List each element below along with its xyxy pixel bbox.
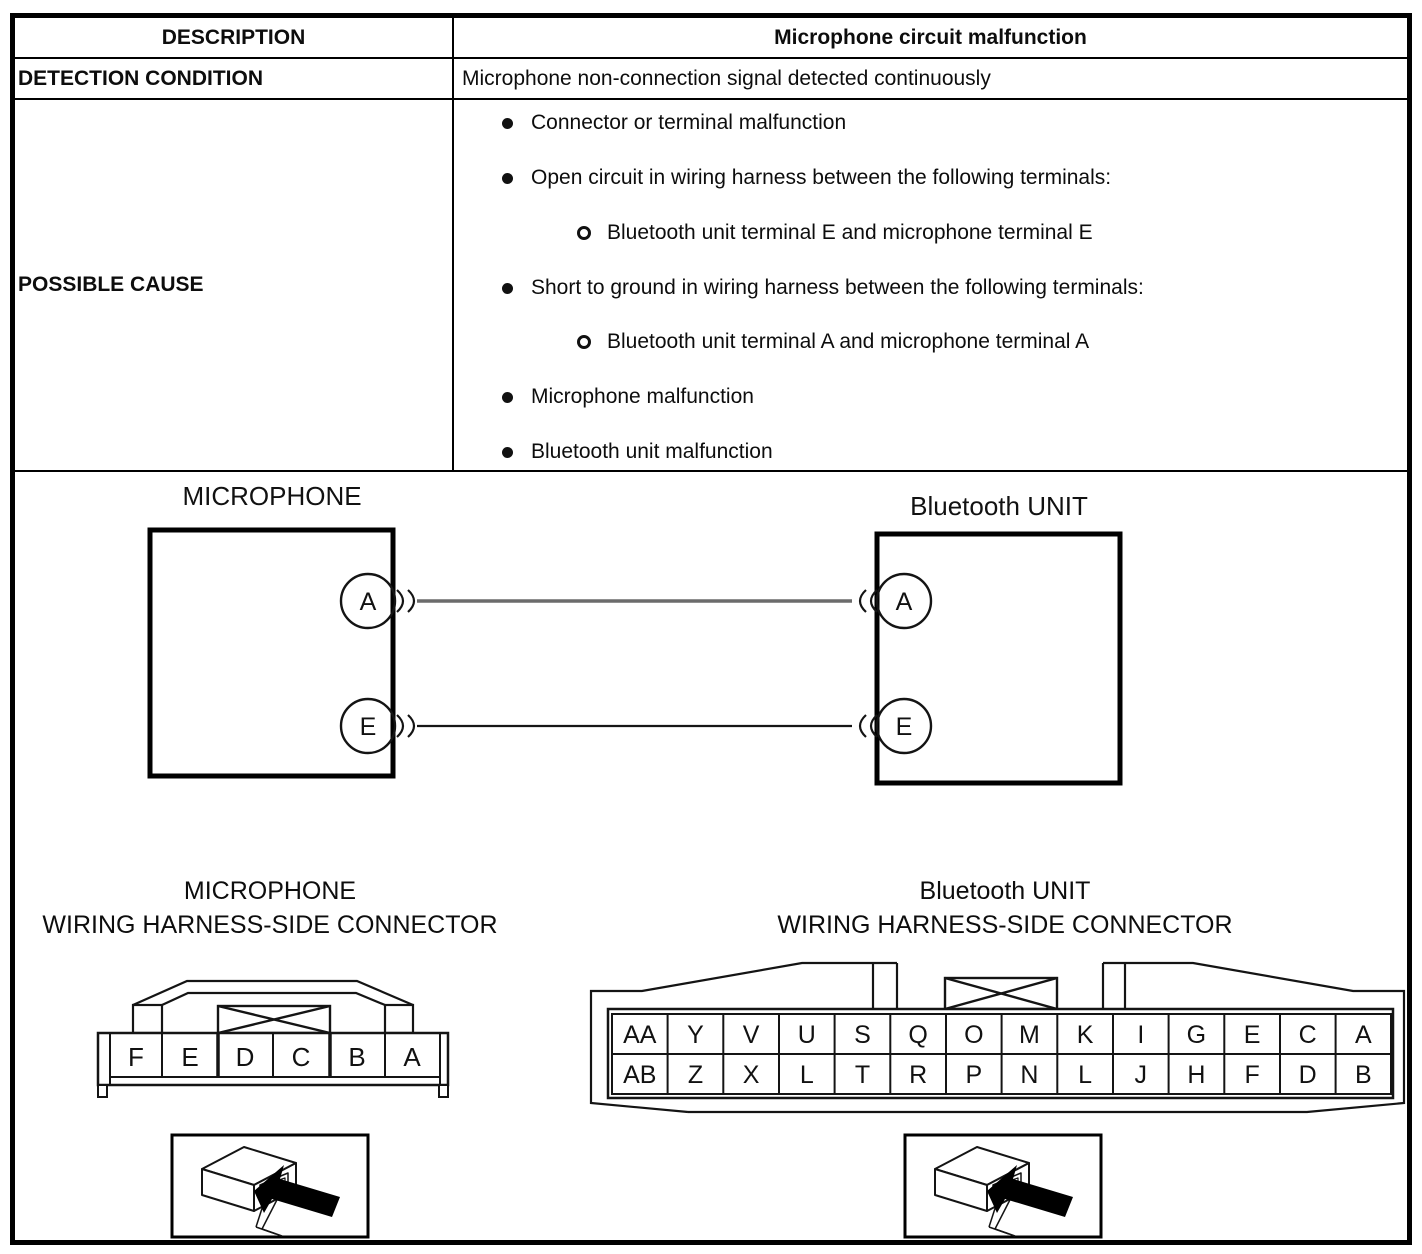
bt-pin: U: [797, 1021, 816, 1049]
bt-pin: R: [909, 1061, 928, 1089]
wiring-diagram: [140, 478, 1135, 808]
cause-text: Bluetooth unit malfunction: [531, 440, 773, 463]
mic-connector-diagram: [90, 955, 460, 1105]
bt-pin: E: [1243, 1021, 1261, 1049]
bt-pin: Q: [908, 1021, 928, 1049]
cause-text: Microphone malfunction: [531, 385, 754, 408]
chevron-out-icon: [397, 590, 414, 737]
bt-pin: C: [1298, 1021, 1317, 1049]
bt-pin: F: [1244, 1061, 1260, 1089]
cause-text: Open circuit in wiring harness between the following terminals:: [531, 166, 1112, 189]
mic-pin: B: [348, 1042, 366, 1072]
cause-item: [452, 164, 1422, 192]
mic-pin: D: [235, 1042, 255, 1072]
bt-pin: I: [1137, 1021, 1145, 1049]
bt-pin: B: [1355, 1061, 1372, 1089]
cause-item: [452, 383, 1422, 411]
possible-cause-label: POSSIBLE CAUSE: [18, 272, 204, 296]
bt-connector-title-line1: Bluetooth UNIT: [919, 877, 1091, 905]
bt-pin: A: [1355, 1021, 1372, 1049]
bt-pin: L: [799, 1061, 814, 1089]
cause-item: [452, 438, 1422, 466]
chevron-in-icon: [860, 590, 877, 737]
bt-pin: Y: [687, 1021, 704, 1049]
bt-pin: V: [742, 1021, 760, 1049]
mic-terminal-e-label: E: [359, 713, 377, 741]
mic-pin-frame: [98, 1033, 448, 1097]
mic-pin: E: [181, 1042, 199, 1072]
mic-terminal-a-label: A: [359, 588, 377, 616]
table-bottom-divider: [15, 470, 1407, 472]
description-value: Microphone circuit malfunction: [774, 25, 1087, 49]
cause-subitem: [452, 328, 1422, 356]
detection-condition-value: Microphone non-connection signal detected continuously: [462, 66, 991, 90]
sub-bullet-icon: [577, 335, 591, 349]
bt-pin: N: [1020, 1061, 1039, 1089]
bt-pin: M: [1018, 1021, 1040, 1049]
mic-pin: C: [291, 1042, 311, 1072]
bt-pin: J: [1134, 1061, 1148, 1089]
mic-connector-view-icon: [170, 1133, 370, 1239]
bt-pin: S: [854, 1021, 871, 1049]
cause-text: Bluetooth unit terminal E and microphone terminal E: [607, 221, 1093, 244]
cause-text: Bluetooth unit terminal A and microphone terminal A: [607, 330, 1090, 353]
bt-pin: H: [1187, 1061, 1206, 1089]
cause-text: Connector or terminal malfunction: [531, 111, 847, 134]
bt-pin: G: [1186, 1021, 1207, 1049]
bt-terminal-a-label: A: [895, 588, 913, 616]
description-label: DESCRIPTION: [161, 25, 306, 49]
cause-item: [452, 274, 1422, 302]
bluetooth-box-title: Bluetooth UNIT: [910, 491, 1088, 521]
bullet-icon: [502, 283, 513, 294]
bt-pin: P: [965, 1061, 983, 1089]
bt-pin: AB: [623, 1061, 657, 1089]
bt-pin: K: [1076, 1021, 1094, 1049]
bt-connector-title-line2: WIRING HARNESS-SIDE CONNECTOR: [777, 911, 1233, 939]
bt-pin: Z: [687, 1061, 704, 1089]
detection-condition-label: DETECTION CONDITION: [18, 66, 263, 90]
microphone-box-title: MICROPHONE: [182, 481, 362, 511]
cause-item: [452, 109, 1422, 137]
mic-pin: F: [128, 1042, 144, 1072]
bt-pin: L: [1078, 1061, 1093, 1089]
bullet-icon: [502, 392, 513, 403]
bt-terminal-e-label: E: [895, 713, 913, 741]
bt-pin: O: [964, 1021, 984, 1049]
mic-connector-title-line2: WIRING HARNESS-SIDE CONNECTOR: [42, 911, 498, 939]
bt-connector-view-icon: [903, 1133, 1103, 1239]
bt-connector-key-box: [945, 978, 1057, 1009]
cause-text: Short to ground in wiring harness between the following terminals:: [531, 276, 1144, 299]
bt-pin: D: [1298, 1061, 1317, 1089]
mic-pin: A: [403, 1042, 421, 1072]
bullet-icon: [502, 173, 513, 184]
bt-pin: X: [742, 1061, 760, 1089]
microphone-box: [150, 530, 393, 776]
bt-pin: T: [854, 1061, 871, 1089]
mic-connector-key-box: [218, 1006, 330, 1033]
mic-connector-title-line1: MICROPHONE: [183, 877, 357, 905]
bt-connector-diagram: [580, 950, 1415, 1125]
cause-subitem: [452, 219, 1422, 247]
bullet-icon: [502, 447, 513, 458]
bluetooth-box: [877, 534, 1120, 783]
bt-pin: AA: [623, 1021, 657, 1049]
sub-bullet-icon: [577, 226, 591, 240]
bullet-icon: [502, 118, 513, 129]
bt-pin-frame: [608, 1009, 1393, 1098]
